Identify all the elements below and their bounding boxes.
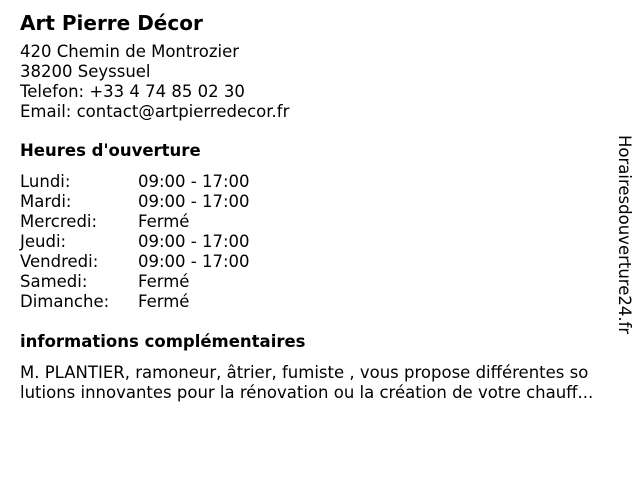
hours-day: Mardi: [20,192,72,211]
hours-row-friday [20,252,620,272]
hours-row-wednesday [20,212,620,232]
address-city: 38200 Seyssuel [20,62,151,81]
additional-info-text [20,363,624,403]
hours-day: Samedi: [20,272,88,291]
hours-row-saturday [20,272,620,292]
watermark-text: Horairesdouverture24.fr [615,135,634,335]
hours-day: Jeudi: [20,232,67,251]
hours-time: 09:00 - 17:00 [138,172,250,191]
hours-day: Dimanche: [20,292,110,311]
info-line: M. PLANTIER, ramoneur, âtrier, fumiste , vous propose différentes so [20,363,589,382]
additional-info-heading: informations complémentaires [20,332,306,351]
email-text: Email: contact@artpierredecor.fr [20,102,290,121]
hours-row-monday [20,172,620,192]
hours-time: 09:00 - 17:00 [138,252,250,271]
hours-day: Mercredi: [20,212,98,231]
hours-time: Fermé [138,292,190,311]
hours-row-tuesday [20,192,620,212]
site-watermark [614,135,634,345]
opening-hours-heading: Heures d'ouverture [20,141,201,160]
phone-text: Telefon: +33 4 74 85 02 30 [20,82,245,101]
hours-row-sunday [20,292,620,312]
hours-time: 09:00 - 17:00 [138,192,250,211]
hours-row-thursday [20,232,620,252]
hours-day: Lundi: [20,172,71,191]
hours-day: Vendredi: [20,252,99,271]
hours-time: Fermé [138,212,190,231]
hours-time: Fermé [138,272,190,291]
opening-hours-table [20,172,620,312]
info-line: lutions innovantes pour la rénovation ou la création de votre chauff... [20,383,594,402]
hours-time: 09:00 - 17:00 [138,232,250,251]
contact-block [20,42,620,122]
business-card [20,10,620,403]
address-street: 420 Chemin de Montrozier [20,42,240,61]
business-name: Art Pierre Décor [20,11,203,35]
